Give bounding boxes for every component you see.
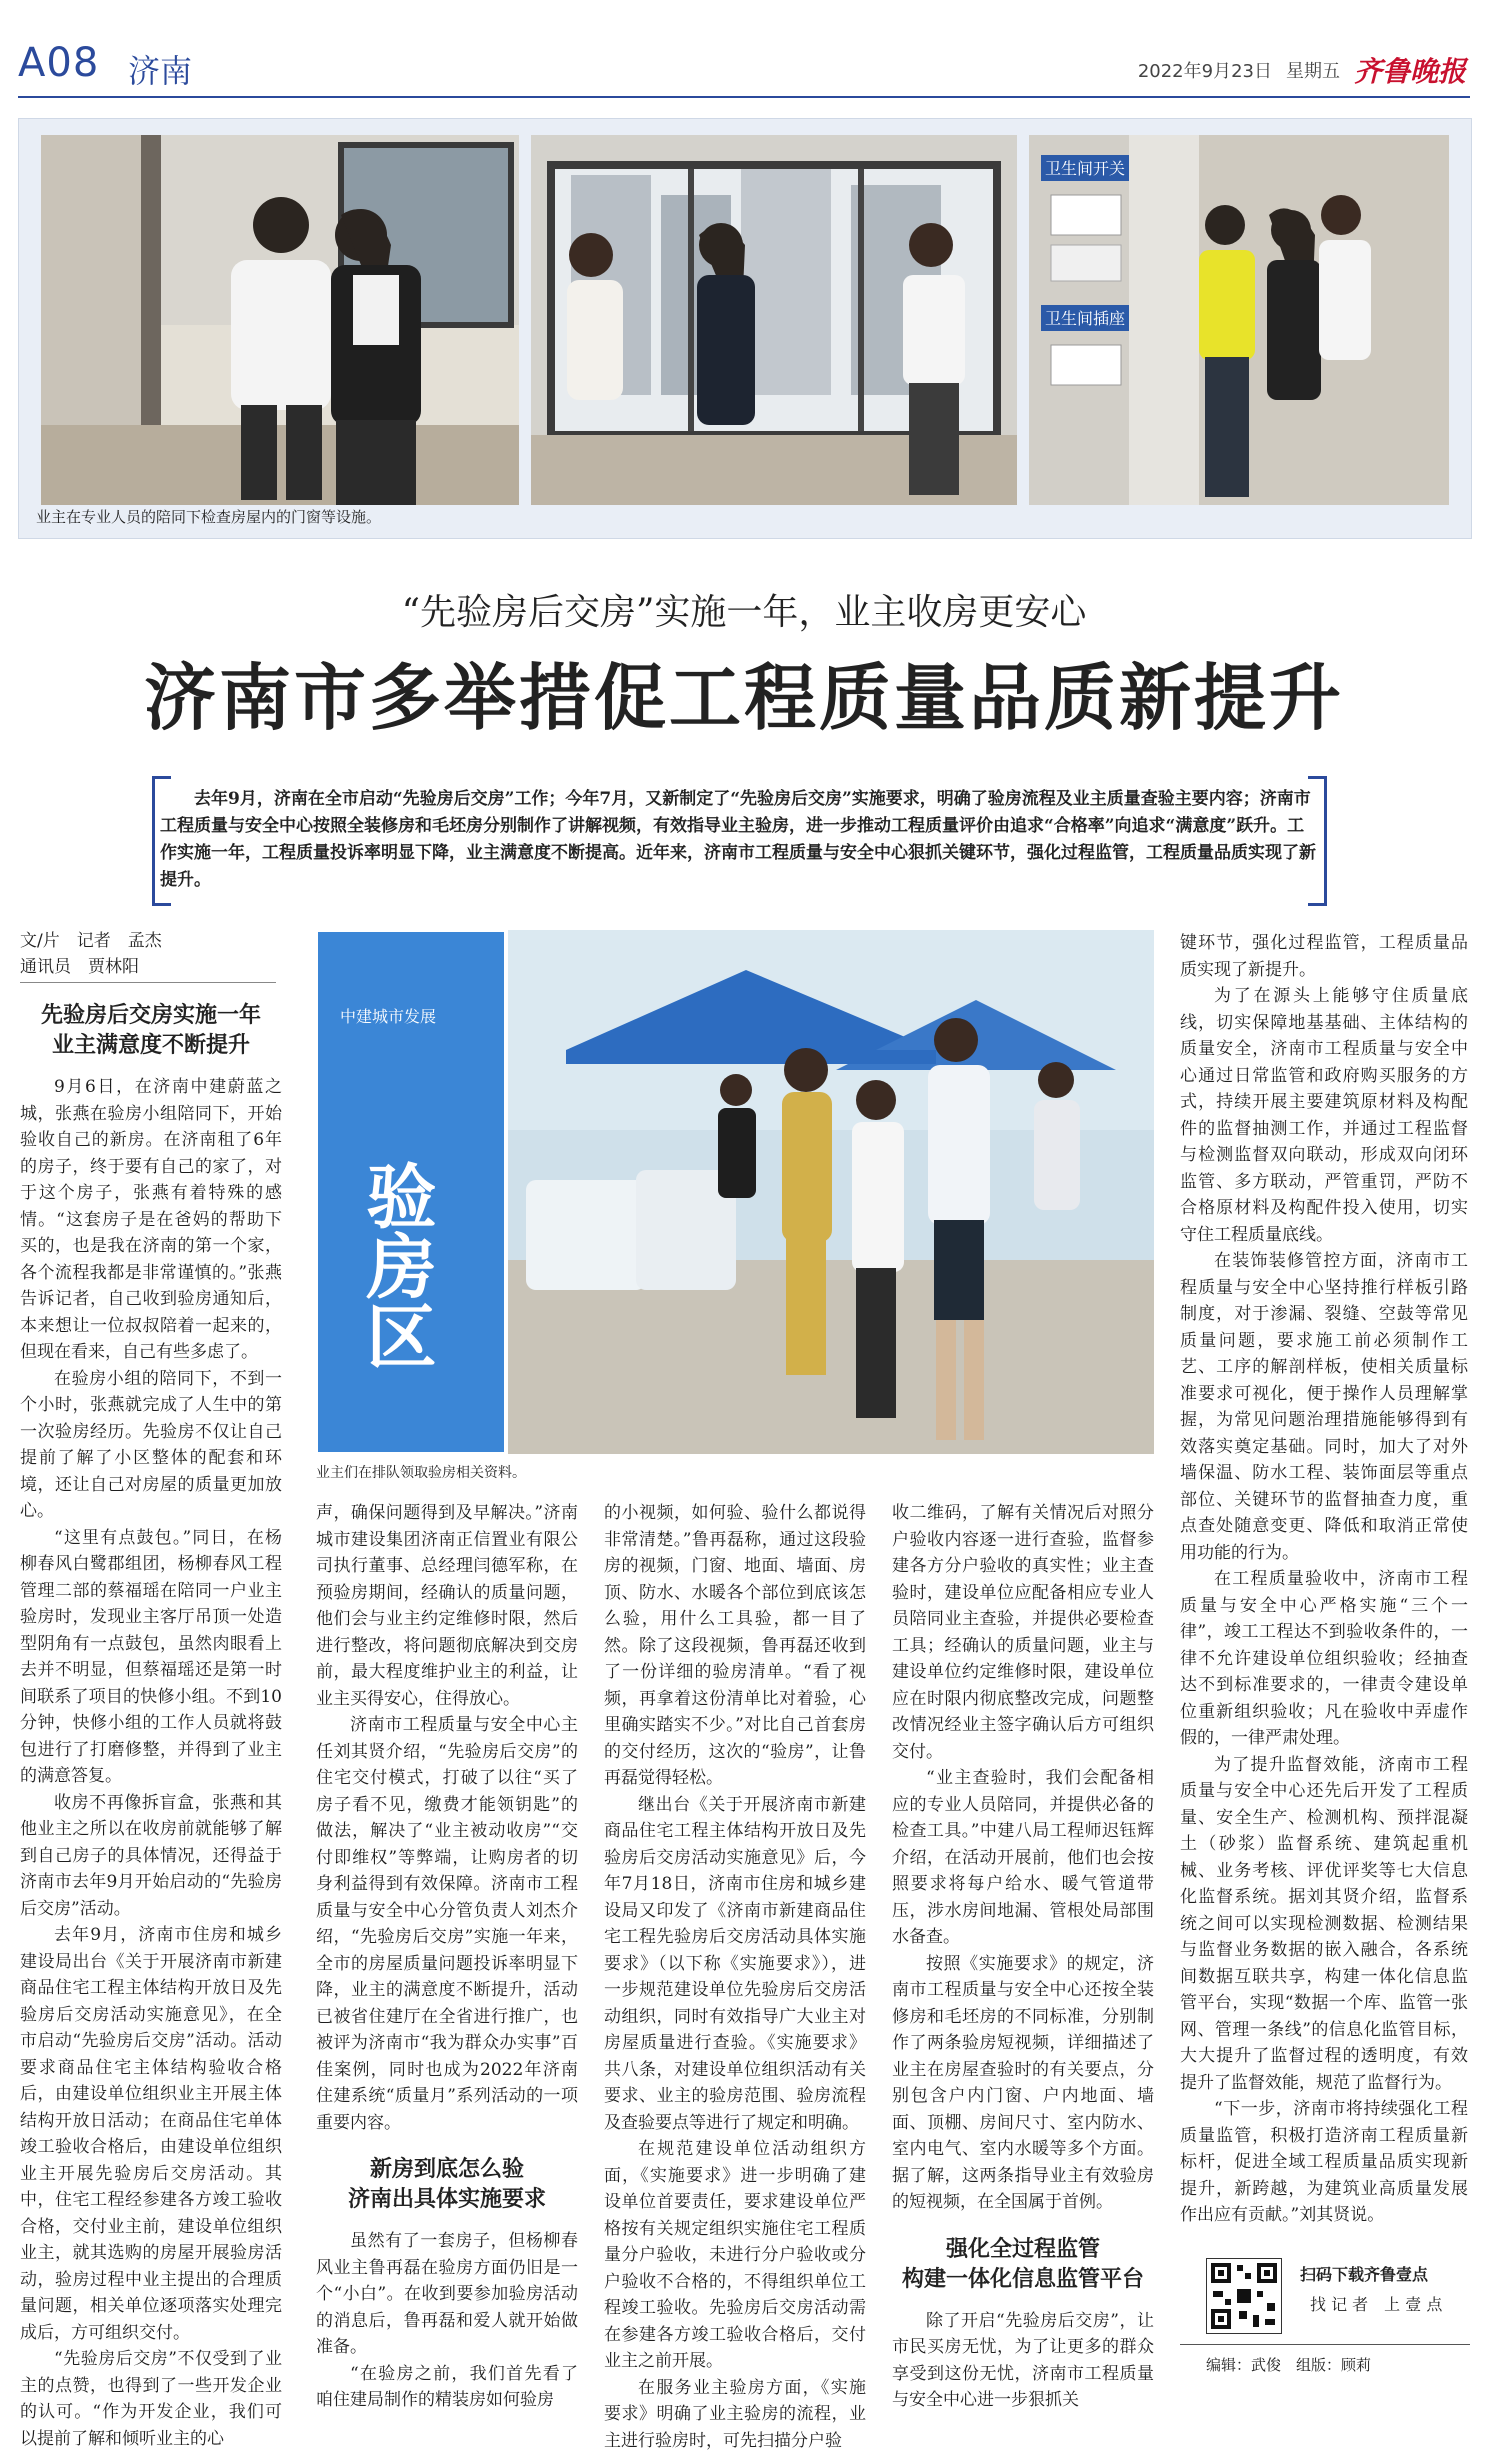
paragraph: 在规范建设单位活动组织方面，《实施要求》进一步明确了建设单位首要责任，要求建设单位严格按有关规定组织实施住宅工程质量分户验收，未进行分户验收或分户验收不合格的，不得组织单位工程竣工验收。先验房后交房活动需在参建各方竣工验收合格后，交付业主之前开展。 xyxy=(604,2136,866,2375)
header-divider xyxy=(18,96,1470,98)
sign-toilet-socket: 卫生间插座 xyxy=(1045,309,1125,328)
section-heading-1: 先验房后交房实施一年 业主满意度不断提升 xyxy=(20,1000,282,1060)
qr-code-icon[interactable] xyxy=(1206,2258,1282,2334)
paragraph: 在装饰装修管控方面，济南市工程质量与安全中心坚持推行样板引路制度，对于渗漏、裂缝、空鼓等常见质量问题，要求施工前必须制作工艺、工序的解剖样板，使相关质量标准要求可视化，便于操作人员理解掌握，为常见问题治理措施能够得到有效落实奠定基础。同时，加大了对外墙保温、防水工程、装饰面层等重点部位、关键环节的监督抽查力度，重点查处随意变更、降低和取消正常使用功能的行为。 xyxy=(1180,1248,1468,1566)
paragraph: 9月6日，在济南中建蔚蓝之城，张燕在验房小组陪同下，开始验收自己的新房。在济南租了6年的房子，终于要有自己的家了，对于这个房子，张燕有着特殊的感情。“这套房子是在爸妈的帮助下买的，也是我在济南的第一个家，各个流程我都是非常谨慎的。”张燕告诉记者，自己收到验房通知后，本来想让一位叔叔陪着一起来的，但现在看来，自己有些多虑了。 xyxy=(20,1074,282,1366)
column-5 xyxy=(1180,930,1468,2229)
paragraph: 收二维码，了解有关情况后对照分户验收内容逐一进行查验，监督参建各方分户验收的真实性；业主查验时，建设单位应配备相应专业人员陪同业主查验，并提供必要检查工具；经确认的质量问题，业主与建设单位约定维修时限，建设单位应在时限内彻底整改完成，问题整改情况经业主签字确认后方可组织交付。 xyxy=(892,1500,1154,1765)
big-photo-caption: 业主们在排队领取验房相关资料。 xyxy=(316,1462,526,1482)
byline-author: 文/片 记者 孟杰 xyxy=(20,928,162,954)
sign-toilet-switch: 卫生间开关 xyxy=(1045,159,1125,178)
paragraph: “在验房之前，我们首先看了咱住建局制作的精装房如何验房 xyxy=(316,2361,578,2414)
paragraph: 去年9月，济南市住房和城乡建设局出台《关于开展济南市新建商品住宅工程主体结构开放日及先验房后交房活动实施意见》，在全市启动“先验房后交房”活动。活动要求商品住宅主体结构验收合格后，由建设单位组织业主开展主体结构开放日活动；在商品住宅单体竣工验收合格后，由建设单位组织业主开展先验房后交房活动。其中，住宅工程经参建各方竣工验收合格，交付业主前，建设单位组织业主，就其选购的房屋开展验房活动，验房过程中业主提出的合理质量问题，相关单位逐项落实处理完成后，方可组织交付。 xyxy=(20,1922,282,2346)
article-lead: 去年9月，济南在全市启动“先验房后交房”工作；今年7月，又新制定了“先验房后交房”实施要求，明确了验房流程及业主质量查验主要内容；济南市工程质量与安全中心按照全装修房和毛坯房分别制作了讲解视频，有效指导业主验房，进一步推动工程质量评价由追求“合格率”向追求“满意度”跃升。工作实施一年，工程质量投诉率明显下降，业主满意度不断提高。近年来，济南市工程质量与安全中心狠抓关键环节，强化过程监管，工程质量品质实现了新提升。 xyxy=(160,786,1320,894)
paragraph: 为了在源头上能够守住质量底线，切实保障地基基础、主体结构的质量安全，济南市工程质量与安全中心通过日常监管和政府购买服务的方式，持续开展主要建筑原材料及构配件的监督抽测工作，并通过工程监督与检测监督双向联动，形成双向闭环监管、多方联动，严管重罚，严防不合格原材料及构配件投入使用，切实守住工程质量底线。 xyxy=(1180,983,1468,1248)
footer-slogan: 找 记 者 上 壹 点 xyxy=(1310,2292,1442,2315)
byline-correspondent: 通讯员 贾林阳 xyxy=(20,954,162,980)
column-1 xyxy=(20,1000,282,2452)
paragraph: 虽然有了一套房子，但杨柳春风业主鲁再磊在验房方面仍旧是一个“小白”。在收到要参加验房活动的消息后，鲁再磊和爱人就开始做准备。 xyxy=(316,2228,578,2361)
issue-weekday: 星期五 xyxy=(1286,57,1340,83)
section-name: 济南 xyxy=(128,46,192,92)
photo-strip xyxy=(18,118,1472,539)
photo-window-inspection xyxy=(531,135,1017,505)
paragraph: 按照《实施要求》的规定，济南市工程质量与安全中心还按全装修房和毛坯房的不同标准，分别制作了两条验房短视频，详细描述了业主在房屋查验时的有关要点，分别包含户内门窗、户内地面、墙面、顶棚、房间尺寸、室内防水、室内电气、室内水暖等多个方面。据了解，这两条指导业主有效验房的短视频，在全国属于首例。 xyxy=(892,1951,1154,2216)
paragraph: 声，确保问题得到及早解决。”济南城市建设集团济南正信置业有限公司执行董事、总经理闫德军称，在预验房期间，经确认的质量问题，他们会与业主约定维修时限，然后进行整改，将问题彻底解决到交房前，最大程度维护业主的利益，让业主买得安心，住得放心。 xyxy=(316,1500,578,1712)
paragraph: “先验房后交房”不仅受到了业主的点赞，也得到了一些开发企业的认可。“作为开发企业，我们可以提前了解和倾听业主的心 xyxy=(20,2346,282,2452)
paragraph: 为了提升监督效能，济南市工程质量与安全中心还先后开发了工程质量、安全生产、检测机构、预拌混凝土（砂浆）监督系统、建筑起重机械、业务考核、评优评奖等七大信息化监督系统。据刘其贤介绍，监督系统之间可以实现检测数据、检测结果与监督业务数据的嵌入融合，各系统间数据互联共享，构建一体化信息监管平台，实现“数据一个库、监管一张网、管理一条线”的信息化监管目标，大大提升了监督过程的透明度，有效提升了监督效能，规范了监督行为。 xyxy=(1180,1752,1468,2097)
footer-editors: 编辑：武俊 组版：顾莉 xyxy=(1206,2354,1371,2375)
column-4 xyxy=(892,1500,1154,2414)
section-heading-3: 强化全过程监管 构建一体化信息监管平台 xyxy=(892,2234,1154,2294)
paragraph: 在服务业主验房方面，《实施要求》明确了业主验房的流程，业主进行验房时，可先扫描分户验 xyxy=(604,2375,866,2454)
newspaper-logo: 齐鲁晚报 xyxy=(1354,50,1466,90)
photo-queue-materials xyxy=(316,930,1154,1454)
section-heading-2: 新房到底怎么验 济南出具体实施要求 xyxy=(316,2154,578,2214)
paragraph: 在工程质量验收中，济南市工程质量与安全中心严格实施“三个一律”，竣工工程达不到验收条件的，一律不允许建设单位组织验收；经抽查达不到标准要求的，一律责令建设单位重新组织验收；凡在验收中弄虚作假的，一律严肃处理。 xyxy=(1180,1566,1468,1752)
paragraph: “这里有点鼓包。”同日，在杨柳春风白鹭郡组团，杨柳春风工程管理二部的蔡福瑶在陪同一户业主验房时，发现业主客厅吊顶一处造型阴角有一点鼓包，虽然肉眼看上去并不明显，但蔡福瑶还是第一时间联系了项目的快修小组。不到10分钟，快修小组的工作人员就将鼓包进行了打磨修整，并得到了业主的满意答复。 xyxy=(20,1525,282,1790)
article-title: 济南市多举措促工程质量品质新提升 xyxy=(0,640,1488,744)
column-3 xyxy=(604,1500,866,2454)
article-subtitle: “先验房后交房”实施一年，业主收房更安心 xyxy=(0,584,1488,635)
paragraph: “下一步，济南市将持续强化工程质量监管，积极打造济南工程质量新标杆，促进全域工程质量品质实现新提升，新跨越，为建筑业高质量发展作出应有贡献。”刘其贤说。 xyxy=(1180,2096,1468,2229)
paragraph: 在验房小组的陪同下，不到一个小时，张燕就完成了人生中的第一次验房经历。先验房不仅让自己提前了解了小区整体的配套和环境，还让自己对房屋的质量更加放心。 xyxy=(20,1366,282,1525)
qr-label: 扫码下载齐鲁壹点 xyxy=(1300,2262,1428,2285)
paragraph: 键环节，强化过程监管，工程质量品质实现了新提升。 xyxy=(1180,930,1468,983)
developer-logo: 中建城市发展 xyxy=(340,1007,436,1026)
header-meta xyxy=(1138,50,1466,90)
byline xyxy=(20,928,162,980)
page-number: A08 xyxy=(18,40,99,86)
issue-date: 2022年9月23日 xyxy=(1138,57,1272,83)
footer-divider xyxy=(1180,2344,1470,2345)
byline-divider xyxy=(20,982,276,983)
paragraph: 济南市工程质量与安全中心主任刘其贤介绍，“先验房后交房”的住宅交付模式，打破了以往“买了房子看不见，缴费才能领钥匙”的做法，解决了“业主被动收房”“交付即维权”等弊端，让购房者的切身利益得到有效保障。济南市工程质量与安全中心分管负责人刘杰介绍，“先验房后交房”实施一年来，全市的房屋质量问题投诉率明显下降，业主的满意度不断提升，活动已被省住建厅在全省进行推广，也被评为济南市“我为群众办实事”百佳案例，同时也成为2022年济南住建系统“质量月”系列活动的一项重要内容。 xyxy=(316,1712,578,2136)
photo-strip-caption: 业主在专业人员的陪同下检查房屋内的门窗等设施。 xyxy=(36,506,381,527)
paragraph: 收房不再像拆盲盒，张燕和其他业主之所以在收房前就能够了解到自己房子的具体情况，还得益于济南市去年9月开始启动的“先验房后交房”活动。 xyxy=(20,1790,282,1923)
paragraph: 除了开启“先验房后交房”，让市民买房无忧，为了让更多的群众享受到这份无忧，济南市工程质量与安全中心进一步狠抓关 xyxy=(892,2308,1154,2414)
sign-inspection-zone: 验房区 xyxy=(355,1160,437,1370)
photo-door-inspection xyxy=(41,135,519,505)
paragraph: “业主查验时，我们会配备相应的专业人员陪同，并提供必备的检查工具。”中建八局工程师迟钰辉介绍，在活动开展前，他们也会按照要求将每户给水、暖气管道带压，涉水房间地漏、管根处局部围水备查。 xyxy=(892,1765,1154,1951)
photo-bathroom-inspection xyxy=(1029,135,1449,505)
paragraph: 继出台《关于开展济南市新建商品住宅工程主体结构开放日及先验房后交房活动实施意见》后，今年7月18日，济南市住房和城乡建设局又印发了《济南市新建商品住宅工程先验房后交房活动具体实施要求》（以下称《实施要求》），进一步规范建设单位先验房后交房活动组织，同时有效指导广大业主对房屋质量进行查验。《实施要求》共八条，对建设单位组织活动有关要求、业主的验房范围、验房流程及查验要点等进行了规定和明确。 xyxy=(604,1792,866,2137)
column-2 xyxy=(316,1500,578,2414)
paragraph: 的小视频，如何验、验什么都说得非常清楚。”鲁再磊称，通过这段验房的视频，门窗、地面、墙面、房顶、防水、水暖各个部位到底该怎么验，用什么工具验，都一目了然。除了这段视频，鲁再磊还收到了一份详细的验房清单。“看了视频，再拿着这份清单比对着验，心里确实踏实不少。”对比自己首套房的交付经历，这次的“验房”，让鲁再磊觉得轻松。 xyxy=(604,1500,866,1792)
